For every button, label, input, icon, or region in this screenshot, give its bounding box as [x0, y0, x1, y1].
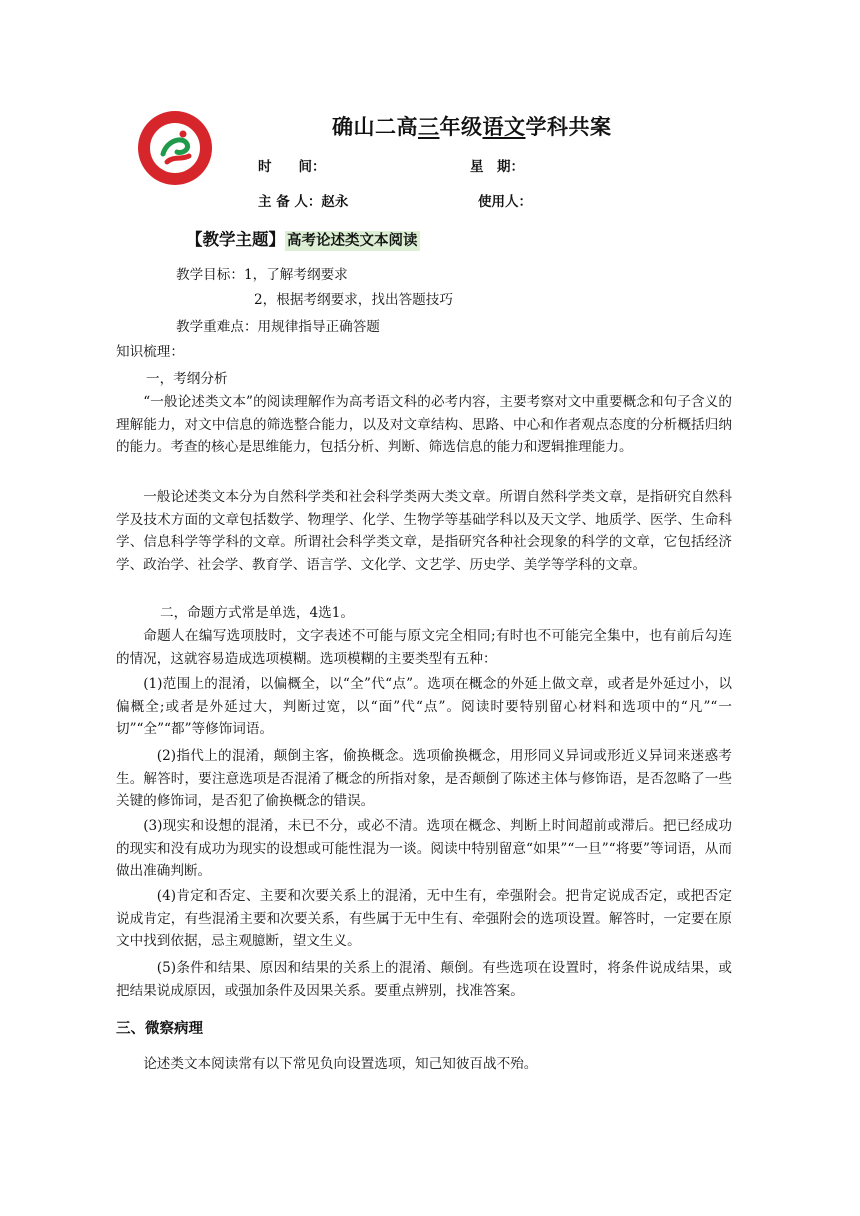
paragraph-1: “一般论述类文本”的阅读理解作为高考语文科的必考内容，主要考察对文中重要概念和句子含义的理解能力，对文中信息的筛选整合能力，以及对文章结构、思路、中心和作者观点态度的分析概括归纳的能力。考查的核心是思维能力，包括分析、判断、筛选信息的能力和逻辑推理能力。	[116, 394, 732, 455]
knowledge-review: 知识梳理：	[116, 344, 184, 360]
section-1-heading: 一，考纲分析	[146, 371, 228, 387]
paragraph-5: (2)指代上的混淆，颠倒主客，偷换概念。选项偷换概念，用形同义异词或形近义异词来迷惑考生。解答时，要注意选项是否混淆了概念的所指对象，是否颠倒了陈述主体与修饰语，是否忽略了一些关键的修饰词，是否犯了偷换概念的错误。	[116, 748, 732, 809]
paragraph-6: (3)现实和设想的混淆，未已不分，或必不清。选项在概念、判断上时间超前或滞后。把已经成功的现实和没有成功为现实的设想或可能性混为一谈。阅读中特别留意“如果”“一旦”“将要”等词语，从而做出准确判断。	[116, 818, 732, 879]
time-label: 时 间：	[258, 159, 326, 175]
theme-bracket: 【教学主题】	[186, 230, 285, 249]
paragraph-2: 一般论述类文本分为自然科学类和社会科学类两大类文章。所谓自然科学类文章，是指研究自然科学及技术方面的文章包括数学、物理学、化学、生物学等基础学科以及天文学、地质学、医学、生命科学、信息科学等学科的文章。所谓社会科学类文章，是指研究各种社会现象的科学的文章，它包括经济学、政治学、社会学、教育学、语言学、文化学、文艺学、历史学、美学等学科的文章。	[116, 489, 732, 573]
week-label: 星 期：	[470, 159, 524, 175]
paragraph-3: 命题人在编写选项肢时，文字表述不可能与原文完全相同;有时也不可能完全集中，也有前后勾连的情况，这就容易造成选项模糊。选项模糊的主要类型有五种：	[116, 628, 732, 667]
paragraph-4: (1)范围上的混淆，以偏概全，以“全”代“点”。选项在概念的外延上做文章，或者是外延过小，以偏概全;或者是外延过大，判断过宽，以“面”代“点”。阅读时要特别留心材料和选项中的“凡”“一切”“全”“都”等修饰词语。	[116, 676, 732, 737]
paragraph-8: (5)条件和结果、原因和结果的关系上的混淆、颠倒。有些选项在设置时，将条件说成结果，或把结果说成原因，或强加条件及因果关系。要重点辨别，找准答案。	[116, 960, 732, 999]
page-title: 确山二高三年级语文学科共案	[332, 115, 612, 139]
goal-line-2: 2，根据考纲要求，找出答题技巧	[254, 292, 453, 308]
goal-line-1: 教学目标：1，了解考纲要求	[176, 267, 348, 283]
paragraph-9: 论述类文本阅读常有以下常见负向设置选项，知己知彼百战不殆。	[143, 1056, 538, 1072]
section-3-heading: 三、微察病理	[116, 1021, 203, 1037]
section-2-heading: 二，命题方式常是单选，4选1。	[160, 605, 355, 621]
school-logo	[137, 110, 213, 186]
paragraph-7: (4)肯定和否定、主要和次要关系上的混淆，无中生有，牵强附会。把肯定说成否定，或把否定说成肯定，有些混淆主要和次要关系，有些属于无中生有、牵强附会的选项设置。解答时，一定要在原文中找到依据，忌主观臆断，望文生义。	[116, 888, 732, 949]
theme-topic: 高考论述类文本阅读	[287, 233, 418, 249]
key-points: 教学重难点：用规律指导正确答题	[176, 319, 380, 335]
user-label: 使用人：	[478, 194, 532, 210]
teaching-theme	[186, 226, 420, 250]
author-label: 主 备 人：赵永	[258, 194, 349, 210]
